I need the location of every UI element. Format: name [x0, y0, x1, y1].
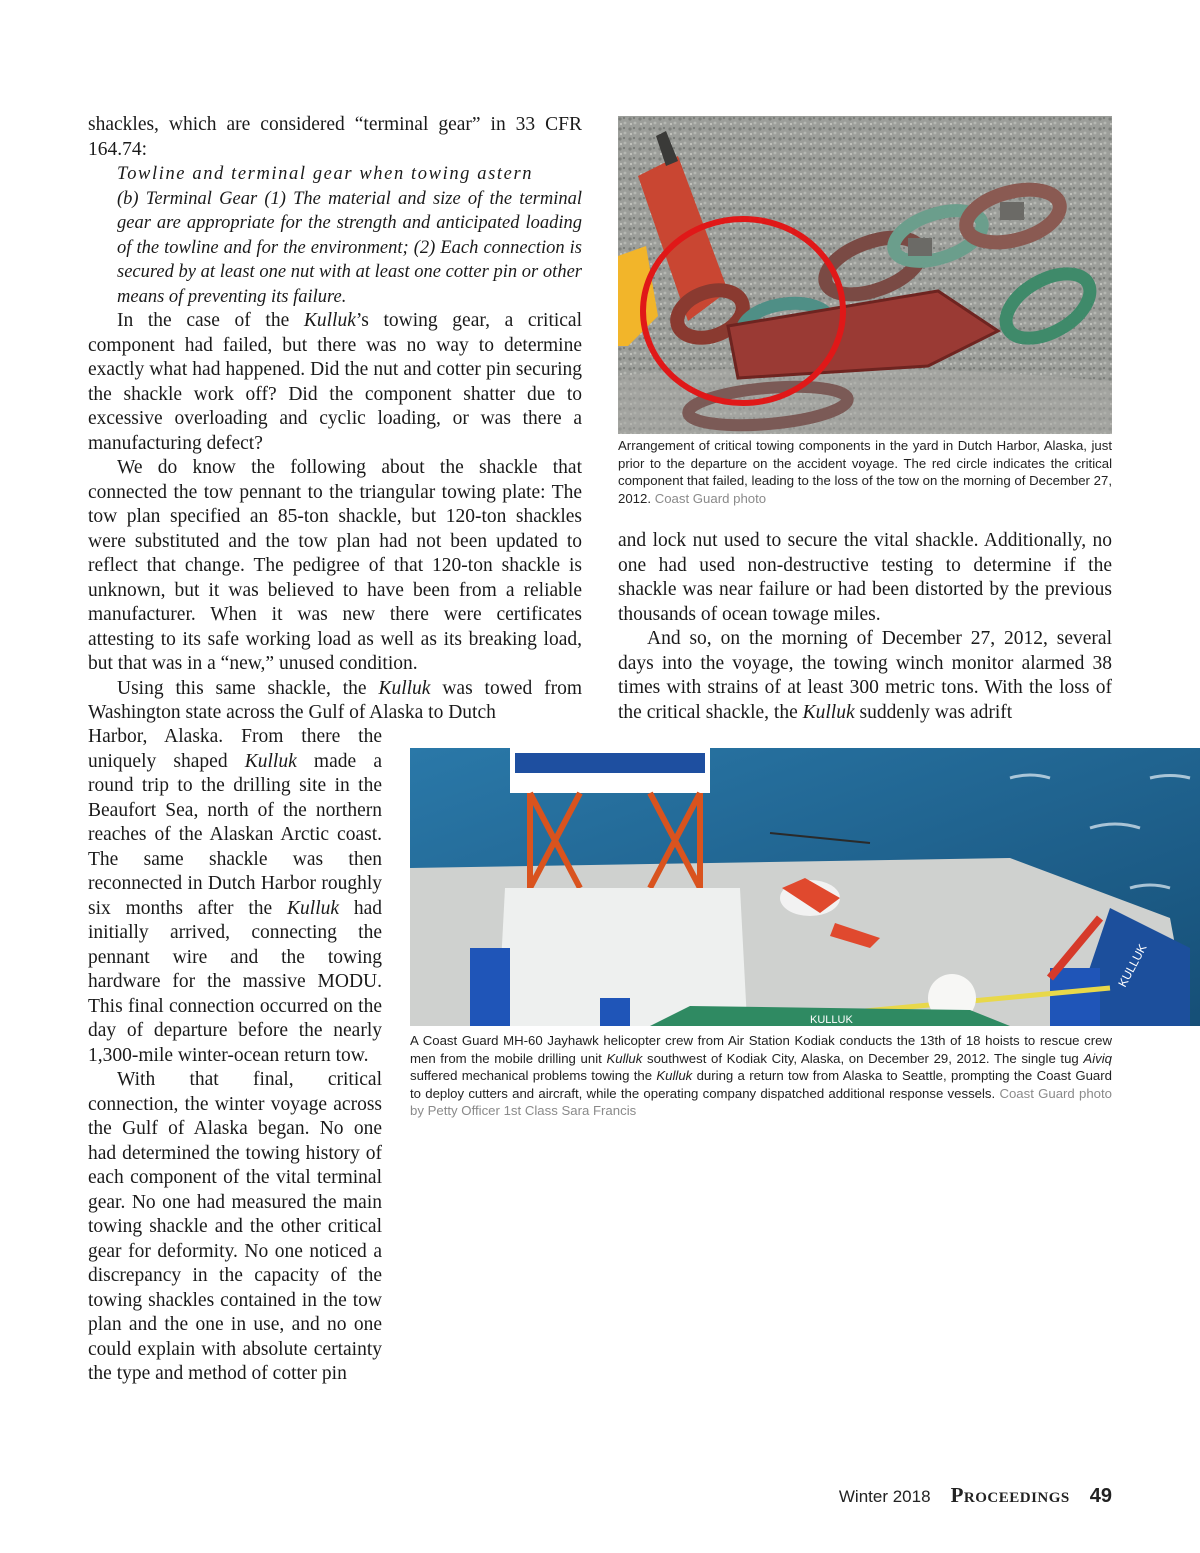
hull-name: KULLUK	[1115, 941, 1150, 990]
body-column-left-top	[88, 113, 582, 726]
quote-body: (b) Terminal Gear (1) The material and size of the terminal gear are appropriate for the strength and anticipated loading of the towline and for the environment; (2) Each connection is secured by at least one nut with at least one cotter pin or other means of preventing its failure.	[117, 188, 582, 307]
regulation-quote	[117, 162, 582, 309]
paragraph: and lock nut used to secure the vital shackle. Additionally, no one had used non-destructive testing to determine if the shackle was near failure or had been distorted by the previous thousands of ocean towage miles.	[618, 530, 1112, 625]
paragraph: And so, on the morning of December 27, 2012, several days into the voyage, the towing winch monitor alarmed 38 times with strains of at least 300 metric tons. With the loss of the critical shackle, the Kulluk suddenly was adrift	[618, 628, 1112, 723]
photo-credit: Coast Guard photo by Petty Officer 1st Class Sara Francis	[410, 1085, 1113, 1118]
body-column-left-bottom	[88, 725, 382, 1387]
body-column-right	[618, 529, 1112, 725]
towing-gear-photo	[618, 116, 1112, 434]
paragraph: With that final, critical connection, the winter voyage across the Gulf of Alaska began. No one had determined the towing history of each component of the vital terminal gear. No one had measured the main towing shackle and the other critical gear for deformity. No one noticed a discrepancy in the capacity of the towing shackles contained in the tow plan and the one in use, and no one could explain with absolute certainty the type and method of cotter pin	[88, 1069, 382, 1384]
paragraph: Using this same shackle, the Kulluk was towed from Washington state across the Gulf of Alaska to Dutch	[88, 677, 583, 723]
issue-season: Winter 2018	[838, 1487, 931, 1506]
drilling-rig-illustration	[410, 748, 1200, 1026]
photo-caption-2: A Coast Guard MH-60 Jayhawk helicopter crew from Air Station Kodiak conducts the 13th of 18 hoists to rescue crew men from the mobile drilling unit Kulluk southwest of Kodiak City, Alaska, on December 29, 2012. The single tug Aiviq suffered mechanical problems towing the Kulluk during a return tow from Alaska to Seattle, prompting the Coast Guard to deploy cutters and aircraft, while the operating company dispatched additional response vessels. Coast Guard photo by Petty Officer 1st Class Sara Francis	[410, 1033, 1113, 1118]
photo-caption-1: Arrangement of critical towing components in the yard in Dutch Harbor, Alaska, just prior to the departure on the accident voyage. The red circle indicates the critical component that failed, leading to the loss of the tow on the morning of December 27, 2012. Coast Guard photo	[618, 438, 1112, 506]
helideck-name: KULLUK	[810, 1014, 853, 1026]
towing-gear-illustration	[618, 116, 1112, 434]
quote-heading: Towline and terminal gear when towing astern	[117, 164, 534, 184]
paragraph: In the case of the Kulluk’s towing gear, a critical component had failed, but there was no way to determine exactly what had happened. Did the nut and cotter pin securing the shackle work off? Did the component shatter due to excessive overloading and cyclic loading, or was there a manufacturing defect?	[88, 310, 583, 454]
page-footer	[839, 1483, 1112, 1508]
paragraph: shackles, which are considered “terminal gear” in 33 CFR 164.74:	[88, 114, 582, 160]
paragraph: Harbor, Alaska. From there the uniquely shaped Kulluk made a round trip to the drilling site in the Beaufort Sea, north of the northern reaches of the Alaskan Arctic coast. The same shackle was then reconnected in Dutch Harbor roughly six months after the Kulluk had initially arrived, connecting the pennant wire and the towing hardware for the massive MODU. This final connection occurred on the day of departure before the nearly 1,300-mile winter-ocean return tow.	[88, 726, 383, 1066]
rescue-photo	[410, 748, 1200, 1026]
magazine-title: Proceedings	[950, 1483, 1070, 1507]
page-number: 49	[1089, 1485, 1112, 1507]
photo-credit: Coast Guard photo	[654, 490, 767, 506]
paragraph: We do know the following about the shackle that connected the tow pennant to the triangular towing plate: The tow plan specified an 85-ton shackle, but 120-ton shackles were substituted and the tow plan had not been updated to reflect that change. The pedigree of that 120-ton shackle is unknown, but it was believed to have been from a reliable manufacturer. When it was new there were certificates attesting to its safe working load as well as its breaking load, but that was in a “new,” unused condition.	[88, 457, 582, 674]
